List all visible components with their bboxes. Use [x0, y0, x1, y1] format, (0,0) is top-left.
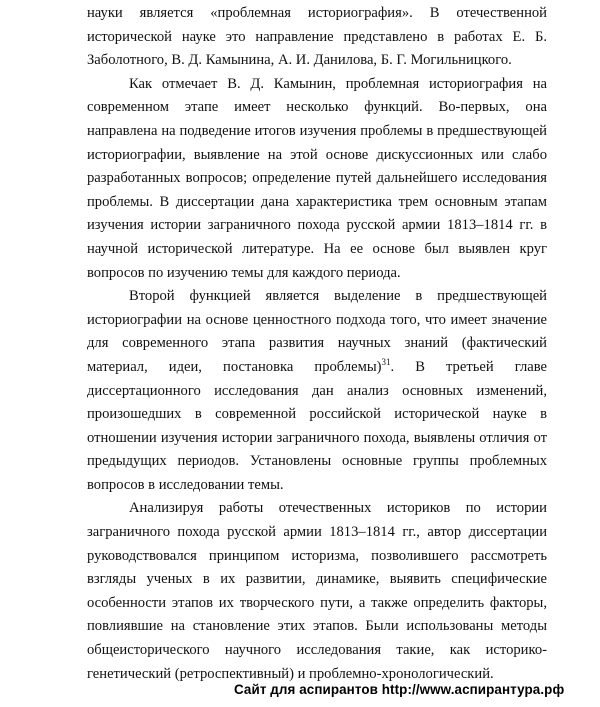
footnote-marker: 31 — [381, 357, 391, 368]
paragraph-3-text-before: Второй функцией является выделение в предшествующей историографии на основе ценностного подхода того, что имеет значение для современного этапа развития научных знаний (фактический материал, идеи, постановка проблемы) — [87, 288, 547, 375]
paragraph-2 — [87, 73, 547, 285]
paragraph-1-text: науки является «проблемная историография». В отечественной исторической науке это направление представлено в работах Е. Б. Заболотного, В. Д. Камынина, А. И. Данилова, Б. Г. Могильницкого. — [87, 5, 547, 69]
paragraph-3 — [87, 285, 547, 497]
paragraph-3-text-after: . В третьей главе диссертационного исследования дан анализ основных изменений, произошедших в современной российской исторической науке в отношении изучения истории заграничного похода, выявлены отличия от предыдущих периодов. Установлены основные группы проблемных вопросов в исследовании темы. — [87, 358, 547, 493]
paragraph-1 — [87, 2, 547, 73]
site-footer-watermark: Сайт для аспирантов http://www.аспирантура.рф — [234, 682, 565, 697]
paragraph-2-text: Как отмечает В. Д. Камынин, проблемная историография на современном этапе имеет несколько функций. Во-первых, она направлена на подведение итогов изучения проблемы в предшествующей историографии, выявление на этой основе дискуссионных или слабо разработанных вопросов; определение путей дальнейшего исследования проблемы. В диссертации дана характеристика трем основным этапам изучения истории заграничного похода русской армии 1813–1814 гг. в научной исторической литературе. На ее основе был выявлен круг вопросов по изучению темы для каждого периода. — [87, 75, 547, 281]
paragraph-4 — [87, 497, 547, 686]
document-body — [87, 2, 547, 686]
paragraph-4-text: Анализируя работы отечественных историков по истории заграничного похода русской армии 1813–1814 гг., автор диссертации руководствовался принципом историзма, позволившего рассмотреть взгляды ученых в их развитии, динамике, выявить специфические особенности этапов их творческого пути, а также определить факторы, повлиявшие на становление этих этапов. Были использованы методы общеисторического научного исследования такие, как историко-генетический (ретроспективный) и проблемно-хронологический. — [87, 500, 547, 682]
